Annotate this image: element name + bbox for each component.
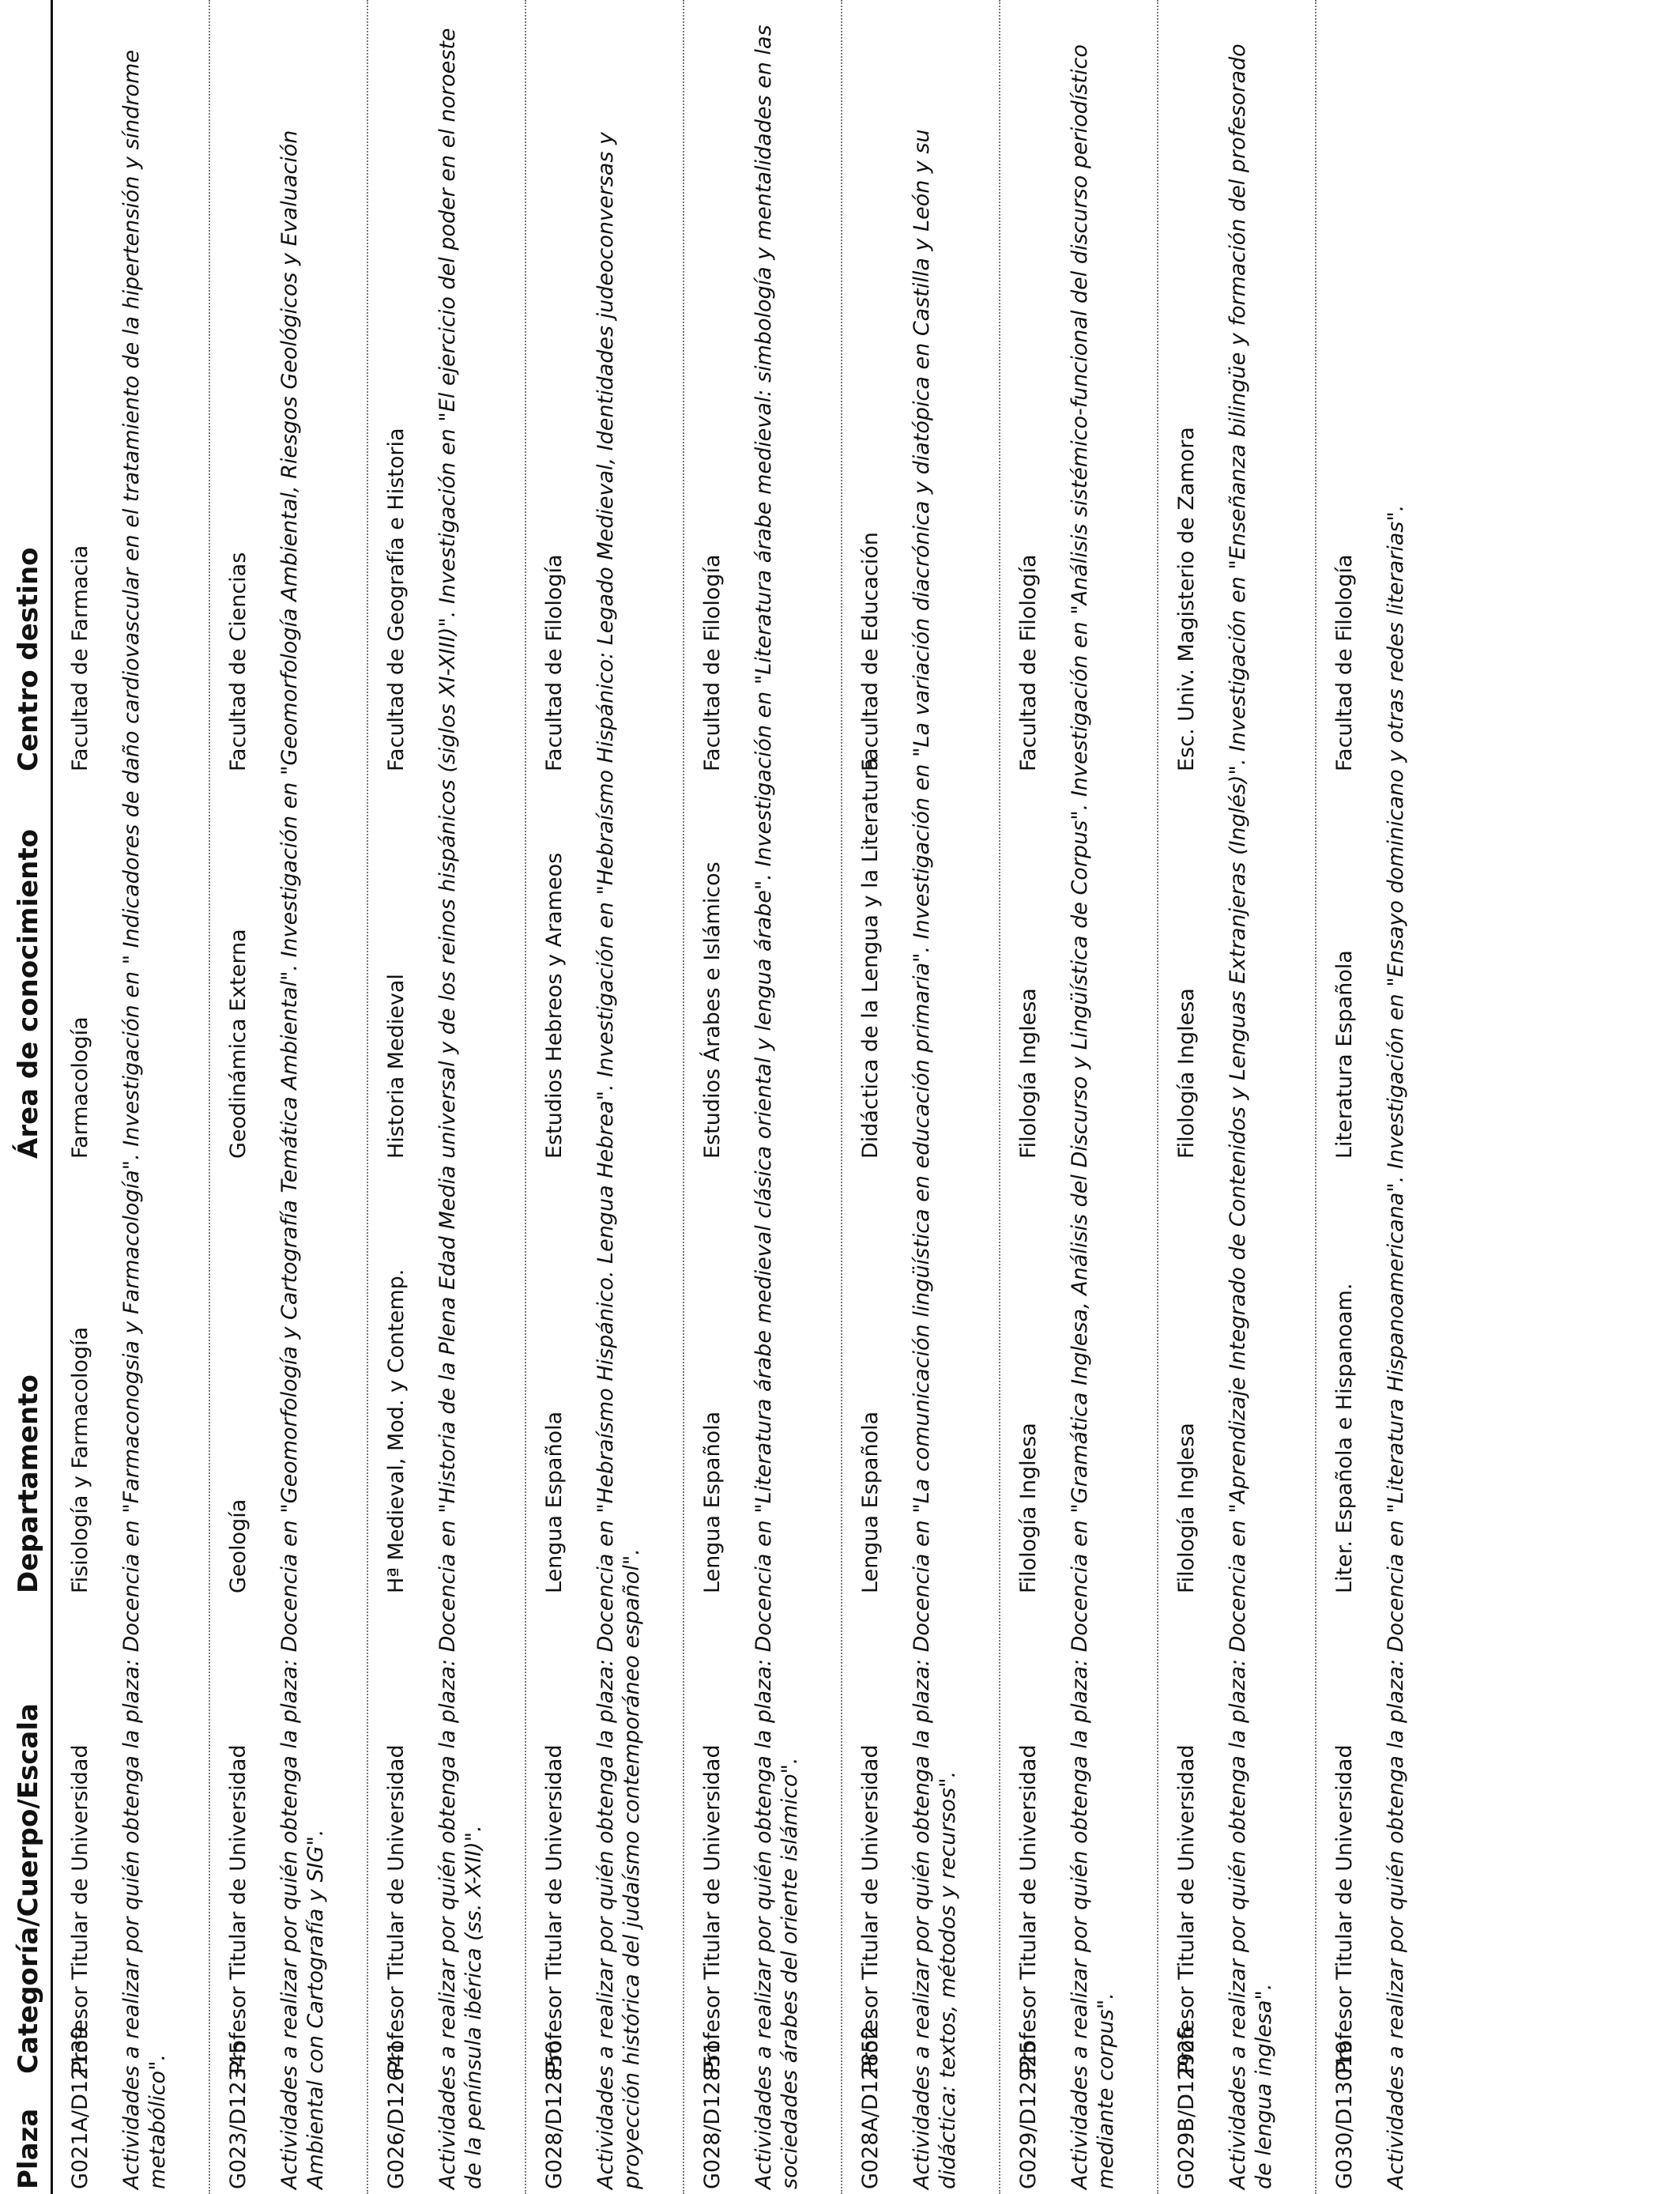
cell-categoria: Profesor Titular de Universidad — [858, 1744, 883, 2074]
activities-text: Actividades a realizar por quién obtenga la plaza: Docencia en "Hebraísmo Hispánico. Lengua Hebrea". Investigación en "Hebraísmo Hispánico: Legado Medieval, Identidades judeoconversas y proyección histórica del judaísmo contemporáneo español". — [593, 132, 644, 2189]
cell-plaza: G026/D12641 — [384, 2040, 409, 2189]
cell-centro: Facultad de Geografía e Historia — [384, 428, 409, 771]
cell-categoria: Profesor Titular de Universidad — [542, 1744, 567, 2074]
cell-centro: Facultad de Filología — [1332, 554, 1357, 771]
activities-text: Actividades a realizar por quién obtenga la plaza: Docencia en "Gramática Inglesa, Análisis del Discurso y Lingüística de Corpus". Investigación en "Análisis sistémico-funcional del discurso periodístico mediante corpus". — [1068, 44, 1118, 2189]
header-categoria: Categoría/Cuerpo/Escala — [13, 1703, 44, 2074]
row-separator — [841, 0, 842, 2194]
cell-categoria: Profesor Titular de Universidad — [68, 1744, 92, 2074]
cell-categoria: Profesor Titular de Universidad — [1332, 1744, 1357, 2074]
cell-departamento: Fisiología y Farmacología — [68, 1326, 92, 1593]
cell-departamento: Liter. Española e Hispanoam. — [1332, 1283, 1357, 1593]
cell-plaza: G028/D12850 — [542, 2040, 567, 2189]
cell-area: Filología Inglesa — [1174, 988, 1199, 1159]
activities-text: Actividades a realizar por quién obtenga la plaza: Docencia en "Literatura árabe medieval clásica oriental y lengua árabe". Investigación en "Literatura árabe medieval: simbología y mentalidades en las sociedades árabes del oriente islámico". — [751, 25, 802, 2189]
cell-plaza: G021A/D12139 — [68, 2026, 92, 2189]
cell-centro: Facultad de Filología — [542, 554, 567, 771]
activities-text: Actividades a realizar por quién obtenga la plaza: Docencia en "Aprendizaje Integrado de Contenidos y Lenguas Extranjeras (Inglés)". Investigación en "Enseñanza bilingüe y formación del profesorado de lengua inglesa". — [1226, 43, 1276, 2189]
cell-plaza: G030/D13019 — [1332, 2040, 1357, 2189]
cell-plaza: G023/D12345 — [226, 2040, 250, 2189]
cell-departamento: Lengua Española — [858, 1411, 883, 1593]
row-separator — [1315, 0, 1317, 2194]
cell-area: Literatura Española — [1332, 950, 1357, 1159]
cell-area: Geodinámica Externa — [226, 929, 250, 1159]
table-header — [0, 0, 53, 2194]
cell-centro: Facultad de Educación — [858, 532, 883, 771]
cell-plaza: G029/D12925 — [1016, 2040, 1041, 2189]
activities-text: Actividades a realizar por quién obtenga la plaza: Docencia en "Literatura Hispanoamericana". Investigación en "Ensayo dominicano y otras redes literarias". — [1384, 504, 1408, 2189]
cell-departamento: Lengua Española — [542, 1411, 567, 1593]
cell-centro: Facultad de Filología — [1016, 554, 1041, 771]
header-plaza: Plaza — [13, 2108, 44, 2189]
cell-centro: Facultad de Filología — [700, 554, 725, 771]
cell-departamento: Hª Medieval, Mod. y Contemp. — [384, 1269, 409, 1593]
cell-centro: Facultad de Ciencias — [226, 552, 250, 771]
cell-categoria: Profesor Titular de Universidad — [1016, 1744, 1041, 2074]
cell-departamento: Filología Inglesa — [1016, 1423, 1041, 1593]
cell-area: Historia Medieval — [384, 974, 409, 1159]
header-centro: Centro destino — [13, 547, 44, 771]
header-area: Área de conocimiento — [13, 829, 44, 1159]
row-separator — [367, 0, 368, 2194]
cell-area: Estudios Árabes e Islámicos — [700, 861, 725, 1159]
cell-categoria: Profesor Titular de Universidad — [226, 1744, 250, 2074]
cell-departamento: Filología Inglesa — [1174, 1423, 1199, 1593]
activities-text: Actividades a realizar por quién obtenga la plaza: Docencia en "Farmaconogsia y Farmacología". Investigación en " Indicadores de daño cardiovascular en el tratamiento de la hipertensión y síndrome metabólico". — [119, 50, 170, 2189]
cell-area: Didáctica de la Lengua y la Literatura — [858, 757, 883, 1159]
cell-plaza: G029B/D12926 — [1174, 2026, 1199, 2189]
cell-departamento: Lengua Española — [700, 1411, 725, 1593]
activities-text: Actividades a realizar por quién obtenga la plaza: Docencia en "La comunicación lingüística en educación primaria". Investigación en "La variación diacrónica y diatópica en Castilla y León y su didáctica: textos, métodos y recursos". — [910, 129, 960, 2189]
cell-categoria: Profesor Titular de Universidad — [700, 1744, 725, 2074]
row-separator — [1157, 0, 1158, 2194]
activities-text: Actividades a realizar por quién obtenga la plaza: Docencia en "Historia de la Plena Edad Media universal y de los reinos hispánicos (siglos XI-XIII)". Investigación en "El ejercicio del poder en el noroeste de la península ibérica (ss. X-XII)". — [435, 28, 486, 2189]
cell-centro: Facultad de Farmacia — [68, 545, 92, 771]
row-separator — [209, 0, 210, 2194]
cell-area: Farmacología — [68, 1016, 92, 1159]
row-separator — [525, 0, 526, 2194]
header-departamento: Departamento — [13, 1374, 44, 1593]
row-separator — [683, 0, 684, 2194]
activities-text: Actividades a realizar por quién obtenga la plaza: Docencia en "Geomorfología y Cartografía Temática Ambiental". Investigación en "Geomorfología Ambiental, Riesgos Geológicos y Evaluación Ambiental con Cartografía y SIG". — [277, 130, 328, 2189]
cell-area: Estudios Hebreos y Arameos — [542, 852, 567, 1159]
cell-departamento: Geología — [226, 1498, 250, 1593]
cell-plaza: G028A/D12852 — [858, 2026, 883, 2189]
cell-area: Filología Inglesa — [1016, 988, 1041, 1159]
cell-plaza: G028/D12851 — [700, 2040, 725, 2189]
cell-centro: Esc. Univ. Magisterio de Zamora — [1174, 427, 1199, 771]
cell-categoria: Profesor Titular de Universidad — [384, 1744, 409, 2074]
row-separator — [999, 0, 1000, 2194]
cell-categoria: Profesor Titular de Universidad — [1174, 1744, 1199, 2074]
